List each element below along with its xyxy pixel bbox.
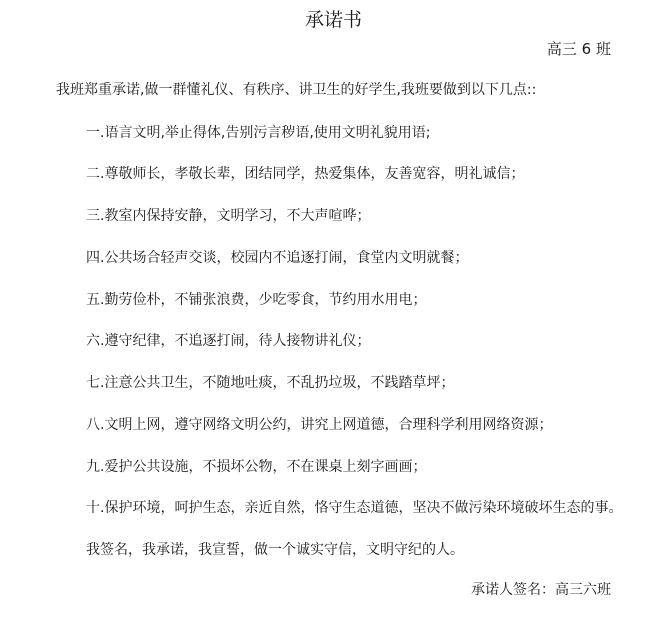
- pledge-item-6: 六.遵守纪律，不追逐打闹，待人接物讲礼仪；: [86, 333, 371, 349]
- document-title: 承诺书: [304, 9, 362, 31]
- class-name: 高三 6 班: [546, 40, 611, 58]
- signature-line: 承诺人签名：高三六班: [471, 582, 611, 598]
- pledge-item-3: 三.教室内保持安静，文明学习，不大声喧哗；: [86, 208, 371, 224]
- pledge-item-8: 八.文明上网，遵守网络文明公约，讲究上网道德，合理科学利用网络资源；: [86, 417, 553, 433]
- pledge-item-4: 四.公共场合轻声交谈，校园内不追逐打闹，食堂内文明就餐；: [86, 250, 469, 266]
- pledge-item-5: 五.勤劳俭朴，不铺张浪费，少吃零食，节约用水用电；: [86, 292, 427, 308]
- pledge-item-2: 二.尊敬师长，孝敬长辈，团结同学，热爱集体，友善宽容，明礼诚信；: [86, 166, 525, 182]
- intro-paragraph: 我班郑重承诺,做一群懂礼仪、有秩序、讲卫生的好学生,我班要做到以下几点::: [56, 82, 537, 98]
- pledge-item-7: 七.注意公共卫生，不随地吐痰，不乱扔垃圾，不践踏草坪；: [86, 375, 455, 391]
- pledge-item-1: 一.语言文明,举止得体,告别污言秽语,使用文明礼貌用语;: [86, 125, 431, 141]
- closing-pledge: 我签名，我承诺，我宣誓，做一个诚实守信，文明守纪的人。: [86, 542, 464, 558]
- pledge-item-10: 十.保护环境，呵护生态，亲近自然，恪守生态道德，坚决不做污染环境破坏生态的事。: [86, 500, 623, 516]
- pledge-item-9: 九.爱护公共设施，不损坏公物，不在课桌上刻字画画；: [86, 459, 427, 475]
